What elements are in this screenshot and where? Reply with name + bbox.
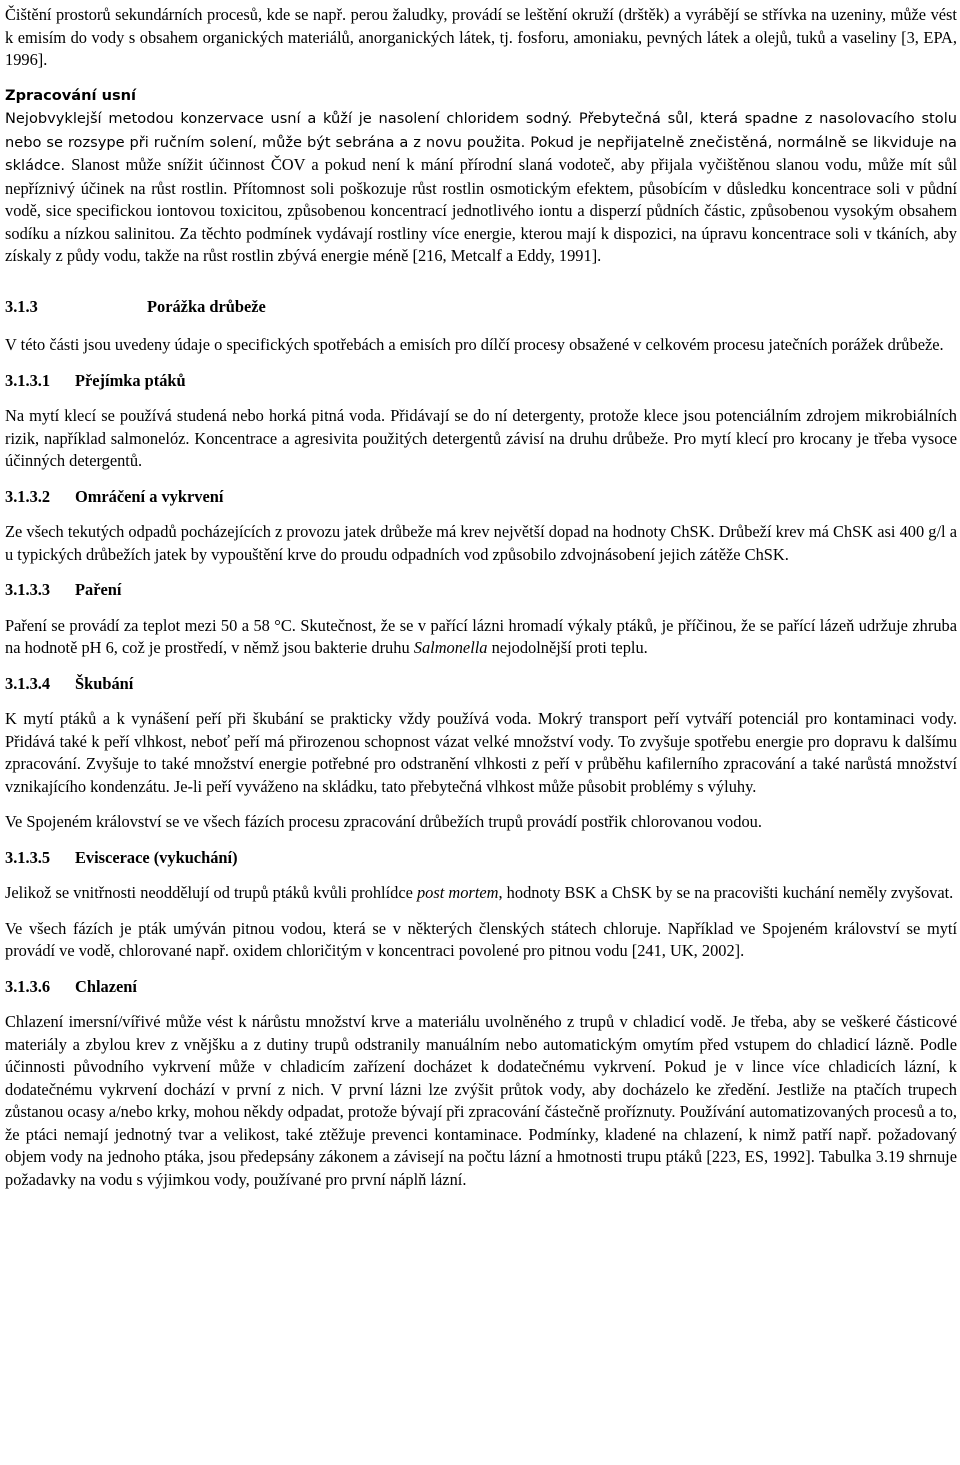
subsection-title: Eviscerace (vykuchání) [75, 847, 238, 867]
hides-text-sans: Nejobvyklejší metodou konzervace usní a kůží je nasolení chloridem sodný. Přebytečná sůl, která spadne z nasolovacího stolu nebo se rozsype při ručním solení, může být sebrána a z novu použita. Pokud je nepřijatelně znečistěná, normálně se likviduje na skládce. [5, 110, 957, 174]
text-run: Paření se provádí za teplot mezi 50 a 58 °C. Skutečnost, že se v pařící lázni hromadí výkaly ptáků, je příčinou, že se pařící lázeň udržuje zhruba na hodnotě pH 6, což je prostředí, v němž jsou bakterie druhu [5, 615, 957, 657]
subsection-title: Omráčení a vykrvení [75, 486, 224, 506]
subsection-heading-6 [5, 976, 957, 999]
subsection-heading-1 [5, 370, 957, 393]
subsection-number: 3.1.3.6 [5, 976, 51, 996]
section-intro: V této části jsou uvedeny údaje o specifických spotřebách a emisích pro dílčí procesy obsažené v celkovém procesu jatečních porážek drůbeže. [5, 335, 944, 354]
text-run: Jelikož se vnitřnosti neoddělují od trupů ptáků kvůli prohlídce [5, 883, 417, 902]
hides-paragraph [5, 107, 957, 268]
subsection-number: 3.1.3.2 [5, 486, 51, 506]
italic-term: post mortem [416, 883, 499, 902]
subsection-heading-2 [5, 486, 957, 509]
subsection-4-paragraph-2: Ve Spojeném království se ve všech fázích procesu zpracování drůbežích trupů provádí postřik chlorovanou vodou. [5, 812, 762, 831]
subsection-heading-3 [5, 579, 957, 602]
subsection-6-paragraph: Chlazení imersní/vířivé může vést k nárůstu množství krve a materiálu uvolněného z trupů v chladicí vodě. Je třeba, aby se veškeré částicové materiály a zbylou krev z vnějšku a z dutiny trupů odstranily manuálním nebo automatickým omytím před vstupem do chladicí lázně. Podle účinnosti původního vykrvení může v chladicím zařízení docházet k dodatečnému vykrvení. Pokud je v lince více chladicích lázní, k dodatečnému vykrvení dochází v první z nich. V první lázni lze zvýšit průtok vody, aby docházelo ke zředění. Jestliže na ptačích trupech zůstanou ocasy a/nebo krky, mohou někdy odpadat, protože bývají při zpracování částečně proříznuty. Používání automatizovaných procesů a to, že ptáci nemají jednotný tvar a velikost, také ztěžuje prevenci kontaminace. Podmínky, kladené na chlazení, k nimž patří např. požadovaný objem vody na jednoho ptáka, jsou předepsány zákonem a závisejí na počtu lázní a hmotnosti trupu ptáků [223, ES, 1992]. Tabulka 3.19 shrnuje požadavky na vodu s výjimkou vody, používané pro první náplň lázní. [5, 1012, 957, 1189]
subsection-2-paragraph: Ze všech tekutých odpadů pocházejících z provozu jatek drůbeže má krev největší dopad na hodnoty ChSK. Drůbeží krev má ChSK asi 400 g/l a u typických drůbežích jatek by vypouštění krve do proudu odpadních vod způsobilo zdvojnásobení jejich zátěže ChSK. [5, 522, 957, 564]
subsection-5-paragraph-2: Ve všech fázích je pták umýván pitnou vodou, která se v některých členských státech chloruje. Například ve Spojeném království se mytí provádí ve vodě, chlorované např. oxidem chloričitým v koncentraci povolené pro pitnou vodu [241, UK, 2002]. [5, 918, 957, 960]
subsection-number: 3.1.3.1 [5, 370, 51, 390]
intro-paragraph: Čištění prostorů sekundárních procesů, kde se např. perou žaludky, provádí se leštění okruží (drštěk) a vyrábějí se střívka na uzeniny, může vést k emisím do vody s obsahem organických materiálů, anorganických látek, tj. fosforu, amoniaku, pevných látek a olejů, tuků a vaseliny [3, EPA, 1996]. [5, 5, 957, 69]
subsection-title: Chlazení [75, 976, 137, 996]
subsection-5-paragraph-1 [5, 882, 957, 905]
subsection-number: 3.1.3.3 [5, 580, 51, 599]
subsection-heading-5 [5, 847, 957, 870]
subsection-title: Paření [75, 580, 122, 599]
subsection-title: Přejímka ptáků [75, 370, 186, 390]
text-run: nejodolnější proti teplu. [487, 638, 648, 657]
section-heading [5, 296, 957, 319]
section-number: 3.1.3 [5, 296, 38, 316]
hides-heading: Zpracování usní [5, 86, 137, 104]
subsection-heading-4 [5, 673, 957, 696]
hides-text-serif: Slanost může snížit účinnost ČOV a pokud není k mání přírodní slaná vodoteč, aby přijala vyčištěnou slanou vodu, může mít sůl nepříznivý účinek na růst rostlin. Přítomnost soli poškozuje růst rostlin osmotickým efektem, působícím v důsledku koncentrace soli v půdní vodě, sice specifickou iontovou toxicitou, způsobenou koncentrací jednotlivého iontu a disperzí půdních částic, způsobenou vysokým obsahem sodíku a nízkou salinitou. Za těchto podmínek vydávají rostliny více energie, kterou mají k dispozici, na úpravu koncentrace soli v tkáních, aby získaly z půdy vodu, takže na růst rostlin zbývá energie méně [216, Metcalf a Eddy, 1991]. [5, 155, 957, 265]
subsection-number: 3.1.3.5 [5, 847, 51, 867]
subsection-1-paragraph: Na mytí klecí se používá studená nebo horká pitná voda. Přidávají se do ní detergenty, protože klece jsou potenciálním zdrojem mikrobiálních rizik, například salmonelóz. Koncentrace a agresivita použitých detergentů závisí na druhu drůbeže. Pro mytí klecí pro krocany je třeba vysoce účinných detergentů. [5, 406, 957, 470]
document-page [5, 4, 957, 1204]
subsection-3-paragraph [5, 615, 957, 660]
section-title: Porážka drůbeže [147, 296, 266, 316]
subsection-4-paragraph-1: K mytí ptáků a k vynášení peří při škubání se prakticky vždy používá voda. Mokrý transport peří vytváří potenciál pro kontaminaci vody. Přidává také k peří vlhkost, neboť peří má přirozenou schopnost vázat velké množství vody. To zvyšuje spotřebu energie pro dopravu k dalšímu zpracování. Zvyšuje to také množství energie potřebné pro odstranění vlhkosti z peří v průběhu kafilerního zpracování a také narůstá množství vznikajícího kondenzátu. Je-li peří vyváženo na skládku, tato přebytečná vlhkost může působit problémy s výluhy. [5, 709, 957, 796]
subsection-title: Škubání [75, 673, 134, 693]
subsection-number: 3.1.3.4 [5, 673, 51, 693]
italic-term: Salmonella [413, 638, 488, 657]
text-run: , hodnoty BSK a ChSK by se na pracovišti kuchání neměly zvyšovat. [498, 883, 954, 902]
